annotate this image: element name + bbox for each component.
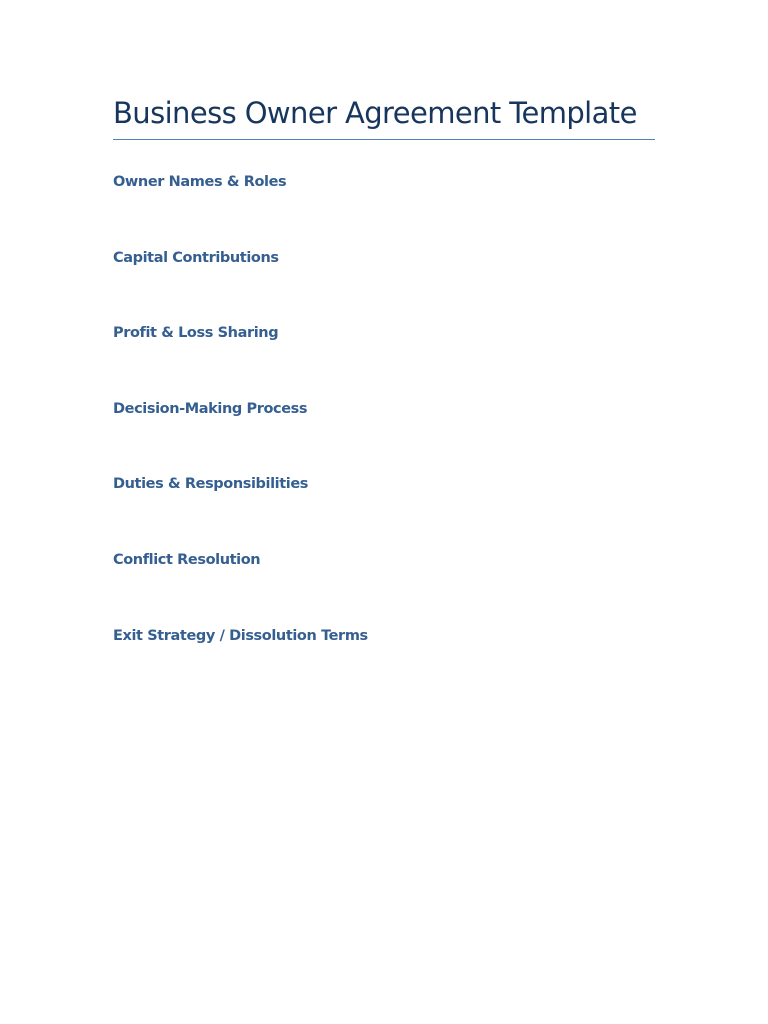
section-heading-decision-making: Decision-Making Process (113, 400, 308, 417)
section-list (113, 170, 368, 699)
section-heading-owner-names: Owner Names & Roles (113, 174, 287, 190)
section-heading-conflict-resolution: Conflict Resolution (113, 551, 261, 568)
section-heading-profit-loss: Profit & Loss Sharing (113, 325, 279, 342)
section-heading-capital-contributions: Capital Contributions (113, 249, 279, 266)
document-title: Business Owner Agreement Template (113, 96, 637, 130)
section-heading-exit-strategy: Exit Strategy / Dissolution Terms (113, 627, 368, 644)
section-heading-duties: Duties & Responsibilities (113, 476, 309, 493)
title-underline (113, 139, 655, 140)
